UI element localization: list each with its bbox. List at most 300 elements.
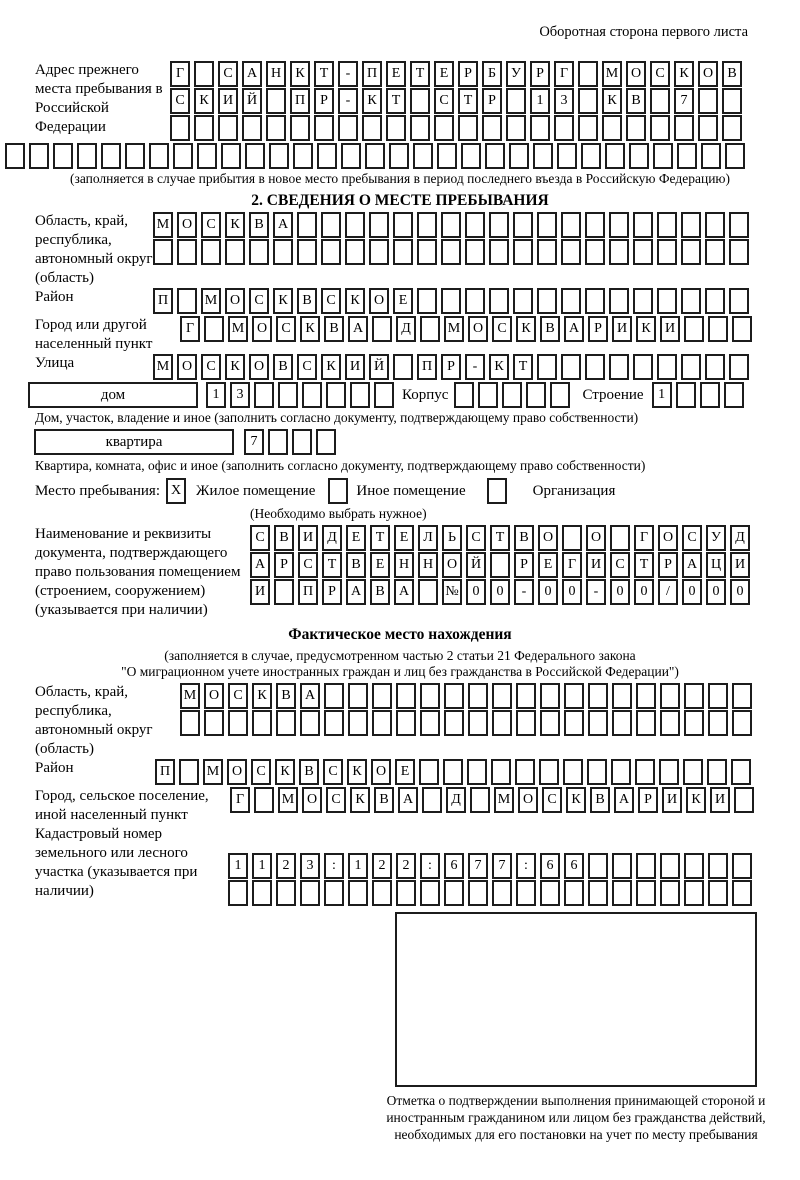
char-cell: 1 bbox=[530, 88, 550, 114]
char-cell: Е bbox=[393, 288, 413, 314]
char-cell bbox=[633, 354, 653, 380]
char-cell bbox=[491, 759, 511, 785]
char-cell: В bbox=[299, 759, 319, 785]
char-cell: 0 bbox=[730, 579, 750, 605]
char-cell bbox=[490, 552, 510, 578]
char-cell: С bbox=[218, 61, 238, 87]
char-cell bbox=[635, 759, 655, 785]
char-cell: О bbox=[204, 683, 224, 709]
char-cell bbox=[468, 683, 488, 709]
char-cell: Р bbox=[274, 552, 294, 578]
char-cell bbox=[393, 354, 413, 380]
char-cell bbox=[221, 143, 241, 169]
char-cell bbox=[268, 429, 288, 455]
char-cell: К bbox=[636, 316, 656, 342]
char-cell bbox=[314, 115, 334, 141]
char-cell: 1 bbox=[348, 853, 368, 879]
stay-option-organization-label: Организация bbox=[532, 482, 616, 499]
char-cell bbox=[321, 239, 341, 265]
document-label: Наименование и реквизиты документа, подтверждающего право пользования помещением (строением, сооружением) (указывается при наличии) bbox=[35, 526, 241, 618]
char-cell: К bbox=[273, 288, 293, 314]
char-cell: М bbox=[444, 316, 464, 342]
char-cell: П bbox=[417, 354, 437, 380]
char-cell: - bbox=[338, 61, 358, 87]
char-cell bbox=[659, 759, 679, 785]
char-cell: А bbox=[614, 787, 634, 813]
char-cell: С bbox=[542, 787, 562, 813]
char-cell: 3 bbox=[230, 382, 250, 408]
char-cell bbox=[194, 115, 214, 141]
char-row-house bbox=[206, 382, 394, 408]
char-cell: С bbox=[434, 88, 454, 114]
char-cell: В bbox=[590, 787, 610, 813]
char-cell: И bbox=[660, 316, 680, 342]
page-side-note: Оборотная сторона первого листа bbox=[539, 24, 748, 40]
char-cell bbox=[563, 759, 583, 785]
char-cell bbox=[562, 525, 582, 551]
char-cell: 7 bbox=[492, 853, 512, 879]
char-cell bbox=[722, 115, 742, 141]
char-cell: Н bbox=[266, 61, 286, 87]
char-cell bbox=[578, 61, 598, 87]
char-cell bbox=[588, 880, 608, 906]
char-cell: 2 bbox=[276, 853, 296, 879]
char-cell bbox=[437, 143, 457, 169]
char-cell bbox=[194, 61, 214, 87]
char-cell: 3 bbox=[554, 88, 574, 114]
char-cell bbox=[274, 579, 294, 605]
char-cell bbox=[444, 683, 464, 709]
char-cell bbox=[53, 143, 73, 169]
char-cell: К bbox=[252, 683, 272, 709]
char-cell bbox=[321, 212, 341, 238]
char-cell bbox=[467, 759, 487, 785]
char-cell bbox=[170, 115, 190, 141]
char-cell bbox=[341, 143, 361, 169]
char-cell: Д bbox=[446, 787, 466, 813]
char-cell bbox=[372, 683, 392, 709]
char-cell bbox=[731, 759, 751, 785]
apartment-note: Квартира, комната, офис и иное (заполнить согласно документу, подтверждающему право собственности) bbox=[35, 458, 646, 473]
char-cell bbox=[660, 853, 680, 879]
char-cell bbox=[465, 239, 485, 265]
stay-option-other-label: Иное помещение bbox=[356, 482, 466, 499]
char-cell bbox=[389, 143, 409, 169]
char-cell bbox=[410, 88, 430, 114]
char-cell bbox=[732, 880, 752, 906]
stay-option-other-checkbox bbox=[328, 478, 348, 504]
char-row-document-1 bbox=[250, 525, 750, 551]
char-cell: Е bbox=[394, 525, 414, 551]
char-cell: Т bbox=[386, 88, 406, 114]
char-cell: В bbox=[540, 316, 560, 342]
char-cell: К bbox=[489, 354, 509, 380]
char-cell bbox=[677, 143, 697, 169]
apartment-row bbox=[34, 429, 800, 455]
char-cell bbox=[530, 115, 550, 141]
char-cell bbox=[300, 710, 320, 736]
char-cell: Д bbox=[730, 525, 750, 551]
char-cell bbox=[516, 880, 536, 906]
char-cell bbox=[324, 683, 344, 709]
stroenie-label: Строение bbox=[582, 387, 644, 403]
char-cell bbox=[657, 239, 677, 265]
stay-type-note: (Необходимо выбрать нужное) bbox=[250, 506, 427, 521]
char-cell: : bbox=[516, 853, 536, 879]
char-cell bbox=[612, 880, 632, 906]
char-cell bbox=[636, 880, 656, 906]
char-cell bbox=[701, 143, 721, 169]
char-cell bbox=[633, 288, 653, 314]
char-cell bbox=[225, 239, 245, 265]
char-cell: 3 bbox=[300, 853, 320, 879]
char-cell: И bbox=[612, 316, 632, 342]
char-cell: 6 bbox=[540, 853, 560, 879]
char-cell: К bbox=[602, 88, 622, 114]
char-cell bbox=[338, 115, 358, 141]
char-cell bbox=[444, 880, 464, 906]
char-cell: М bbox=[203, 759, 223, 785]
char-cell: П bbox=[362, 61, 382, 87]
char-cell bbox=[513, 239, 533, 265]
char-cell: В bbox=[274, 525, 294, 551]
char-cell bbox=[610, 525, 630, 551]
char-cell: - bbox=[338, 88, 358, 114]
char-cell: Б bbox=[482, 61, 502, 87]
char-cell: О bbox=[698, 61, 718, 87]
char-cell: К bbox=[345, 288, 365, 314]
char-cell bbox=[633, 212, 653, 238]
char-cell: С bbox=[466, 525, 486, 551]
char-cell bbox=[420, 683, 440, 709]
char-cell: С bbox=[276, 316, 296, 342]
char-cell: О bbox=[302, 787, 322, 813]
char-cell: 0 bbox=[466, 579, 486, 605]
char-cell: К bbox=[225, 354, 245, 380]
char-cell bbox=[611, 759, 631, 785]
char-cell: А bbox=[348, 316, 368, 342]
char-cell: С bbox=[610, 552, 630, 578]
char-cell: С bbox=[201, 354, 221, 380]
city-block bbox=[0, 316, 800, 354]
char-cell bbox=[561, 354, 581, 380]
char-cell bbox=[515, 759, 535, 785]
char-cell: № bbox=[442, 579, 462, 605]
house-label-box: дом bbox=[28, 382, 198, 408]
char-cell bbox=[348, 880, 368, 906]
char-cell bbox=[698, 115, 718, 141]
char-cell bbox=[372, 316, 392, 342]
char-cell bbox=[674, 115, 694, 141]
char-cell bbox=[468, 880, 488, 906]
char-cell bbox=[698, 88, 718, 114]
confirmation-mark-box bbox=[395, 912, 757, 1087]
char-cell bbox=[300, 880, 320, 906]
char-cell bbox=[550, 382, 570, 408]
char-cell: - bbox=[514, 579, 534, 605]
char-cell bbox=[516, 710, 536, 736]
char-cell bbox=[657, 212, 677, 238]
char-row-actual-region-2 bbox=[180, 710, 752, 736]
char-cell bbox=[729, 212, 749, 238]
char-cell bbox=[684, 880, 704, 906]
char-cell bbox=[660, 880, 680, 906]
char-cell: Р bbox=[638, 787, 658, 813]
char-cell: П bbox=[298, 579, 318, 605]
house-note: Дом, участок, владение и иное (заполнить согласно документу, подтверждающему право собственности) bbox=[35, 410, 639, 425]
char-cell: Е bbox=[386, 61, 406, 87]
prev-address-note: (заполняется в случае прибытия в новое место пребывания в период последнего въезда в Российскую Федерацию) bbox=[69, 171, 731, 186]
char-cell bbox=[537, 239, 557, 265]
char-cell bbox=[180, 710, 200, 736]
char-cell bbox=[561, 212, 581, 238]
char-cell: Е bbox=[434, 61, 454, 87]
char-cell bbox=[705, 239, 725, 265]
cadastral-block bbox=[0, 825, 800, 906]
char-cell: И bbox=[250, 579, 270, 605]
char-cell bbox=[468, 710, 488, 736]
char-row-prev-address-4 bbox=[5, 143, 800, 169]
char-cell: Л bbox=[418, 525, 438, 551]
char-cell bbox=[324, 880, 344, 906]
house-row bbox=[28, 382, 800, 408]
char-cell: Т bbox=[314, 61, 334, 87]
char-cell bbox=[461, 143, 481, 169]
char-cell bbox=[660, 710, 680, 736]
char-cell bbox=[441, 288, 461, 314]
char-cell: С bbox=[249, 288, 269, 314]
char-row-prev-address-1 bbox=[170, 61, 742, 87]
char-cell bbox=[266, 115, 286, 141]
char-cell bbox=[177, 288, 197, 314]
char-cell bbox=[290, 115, 310, 141]
char-cell bbox=[420, 710, 440, 736]
char-cell bbox=[609, 354, 629, 380]
char-cell bbox=[724, 382, 744, 408]
char-cell bbox=[372, 880, 392, 906]
char-cell bbox=[125, 143, 145, 169]
char-cell: С bbox=[250, 525, 270, 551]
char-cell bbox=[485, 143, 505, 169]
char-cell bbox=[273, 239, 293, 265]
actual-location-note-1: (заполняется в случае, предусмотренном частью 2 статьи 21 Федерального закона bbox=[164, 648, 636, 663]
char-cell: У bbox=[506, 61, 526, 87]
char-cell: 2 bbox=[396, 853, 416, 879]
char-cell: О bbox=[252, 316, 272, 342]
char-cell: Т bbox=[513, 354, 533, 380]
char-cell bbox=[369, 212, 389, 238]
char-cell bbox=[317, 143, 337, 169]
char-cell bbox=[585, 212, 605, 238]
actual-region-block bbox=[0, 683, 800, 759]
char-row-korpus bbox=[454, 382, 570, 408]
char-cell bbox=[564, 683, 584, 709]
char-cell bbox=[732, 853, 752, 879]
char-cell: 0 bbox=[706, 579, 726, 605]
char-cell: 0 bbox=[538, 579, 558, 605]
char-cell: : bbox=[420, 853, 440, 879]
char-cell bbox=[278, 382, 298, 408]
char-cell: Г bbox=[554, 61, 574, 87]
char-cell bbox=[554, 115, 574, 141]
char-cell bbox=[609, 212, 629, 238]
char-cell bbox=[708, 853, 728, 879]
char-row-document-3 bbox=[250, 579, 750, 605]
char-cell: К bbox=[350, 787, 370, 813]
char-cell bbox=[683, 759, 703, 785]
char-cell bbox=[420, 880, 440, 906]
char-row-stroenie bbox=[652, 382, 744, 408]
char-cell: : bbox=[324, 853, 344, 879]
char-cell bbox=[684, 316, 704, 342]
char-cell bbox=[506, 88, 526, 114]
char-cell: Р bbox=[514, 552, 534, 578]
char-cell: А bbox=[242, 61, 262, 87]
char-cell bbox=[348, 683, 368, 709]
char-row-prev-address-3 bbox=[170, 115, 742, 141]
char-cell: М bbox=[228, 316, 248, 342]
char-cell bbox=[540, 710, 560, 736]
char-cell bbox=[177, 239, 197, 265]
char-cell: В bbox=[374, 787, 394, 813]
char-cell: К bbox=[194, 88, 214, 114]
char-cell bbox=[292, 429, 312, 455]
char-cell: О bbox=[658, 525, 678, 551]
char-cell: 6 bbox=[444, 853, 464, 879]
char-cell bbox=[372, 710, 392, 736]
char-cell bbox=[681, 288, 701, 314]
char-cell bbox=[422, 787, 442, 813]
char-cell: С bbox=[650, 61, 670, 87]
char-cell bbox=[396, 710, 416, 736]
char-cell: П bbox=[155, 759, 175, 785]
char-cell bbox=[564, 880, 584, 906]
char-cell bbox=[173, 143, 193, 169]
char-cell: О bbox=[518, 787, 538, 813]
char-cell: А bbox=[250, 552, 270, 578]
char-cell: Р bbox=[482, 88, 502, 114]
char-cell: Т bbox=[322, 552, 342, 578]
char-cell: Т bbox=[490, 525, 510, 551]
char-cell bbox=[441, 212, 461, 238]
char-cell bbox=[276, 880, 296, 906]
char-cell bbox=[705, 288, 725, 314]
char-cell: Р bbox=[588, 316, 608, 342]
char-cell: / bbox=[658, 579, 678, 605]
char-cell: Т bbox=[370, 525, 390, 551]
apartment-label-box: квартира bbox=[34, 429, 234, 455]
stay-option-housing-label: Жилое помещение bbox=[196, 482, 316, 499]
char-cell bbox=[443, 759, 463, 785]
char-cell bbox=[245, 143, 265, 169]
char-cell: А bbox=[346, 579, 366, 605]
char-row-region-2 bbox=[153, 239, 749, 265]
char-cell: С bbox=[251, 759, 271, 785]
char-cell: М bbox=[278, 787, 298, 813]
actual-city-block bbox=[0, 787, 800, 825]
char-cell: И bbox=[710, 787, 730, 813]
char-cell bbox=[269, 143, 289, 169]
char-cell: Р bbox=[530, 61, 550, 87]
char-cell: Е bbox=[538, 552, 558, 578]
char-cell bbox=[612, 853, 632, 879]
char-cell bbox=[636, 710, 656, 736]
char-cell: О bbox=[586, 525, 606, 551]
char-cell bbox=[578, 88, 598, 114]
char-row-street bbox=[153, 354, 749, 380]
char-cell: В bbox=[626, 88, 646, 114]
char-cell bbox=[513, 288, 533, 314]
actual-district-block bbox=[0, 759, 800, 785]
char-cell bbox=[612, 710, 632, 736]
char-cell bbox=[705, 212, 725, 238]
char-cell: Р bbox=[322, 579, 342, 605]
char-cell bbox=[561, 239, 581, 265]
char-cell bbox=[249, 239, 269, 265]
char-cell: С bbox=[682, 525, 702, 551]
char-cell bbox=[396, 683, 416, 709]
char-cell bbox=[585, 354, 605, 380]
char-cell bbox=[561, 288, 581, 314]
char-cell: Р bbox=[458, 61, 478, 87]
char-cell: В bbox=[514, 525, 534, 551]
char-row-district bbox=[153, 288, 749, 314]
char-cell bbox=[513, 212, 533, 238]
char-cell bbox=[492, 880, 512, 906]
char-cell bbox=[650, 88, 670, 114]
char-cell bbox=[708, 880, 728, 906]
char-cell bbox=[470, 787, 490, 813]
char-row-prev-address-2 bbox=[170, 88, 742, 114]
char-cell bbox=[708, 710, 728, 736]
char-cell bbox=[201, 239, 221, 265]
char-cell: И bbox=[345, 354, 365, 380]
char-cell bbox=[540, 880, 560, 906]
char-cell bbox=[393, 212, 413, 238]
char-cell bbox=[732, 683, 752, 709]
char-row-actual-city bbox=[230, 787, 754, 813]
char-cell: Й bbox=[369, 354, 389, 380]
char-cell bbox=[77, 143, 97, 169]
char-cell bbox=[489, 288, 509, 314]
stay-option-organization-checkbox bbox=[487, 478, 507, 504]
char-cell bbox=[684, 853, 704, 879]
char-cell bbox=[578, 115, 598, 141]
char-cell: 0 bbox=[610, 579, 630, 605]
char-cell bbox=[369, 239, 389, 265]
char-cell: 1 bbox=[228, 853, 248, 879]
char-cell: М bbox=[153, 212, 173, 238]
actual-region-label: Область, край, республика, автономный округ (область) bbox=[35, 684, 153, 757]
char-cell bbox=[564, 710, 584, 736]
char-cell: Р bbox=[314, 88, 334, 114]
char-cell bbox=[252, 710, 272, 736]
char-cell bbox=[506, 115, 526, 141]
char-cell: Т bbox=[410, 61, 430, 87]
char-row-cadastral-2 bbox=[228, 880, 752, 906]
char-cell bbox=[218, 115, 238, 141]
char-cell bbox=[420, 316, 440, 342]
char-cell: Е bbox=[370, 552, 390, 578]
char-cell bbox=[410, 115, 430, 141]
char-cell: К bbox=[362, 88, 382, 114]
char-cell: И bbox=[730, 552, 750, 578]
char-cell bbox=[204, 710, 224, 736]
char-cell bbox=[588, 710, 608, 736]
char-cell: 0 bbox=[634, 579, 654, 605]
char-cell bbox=[729, 288, 749, 314]
district-block bbox=[0, 288, 800, 314]
